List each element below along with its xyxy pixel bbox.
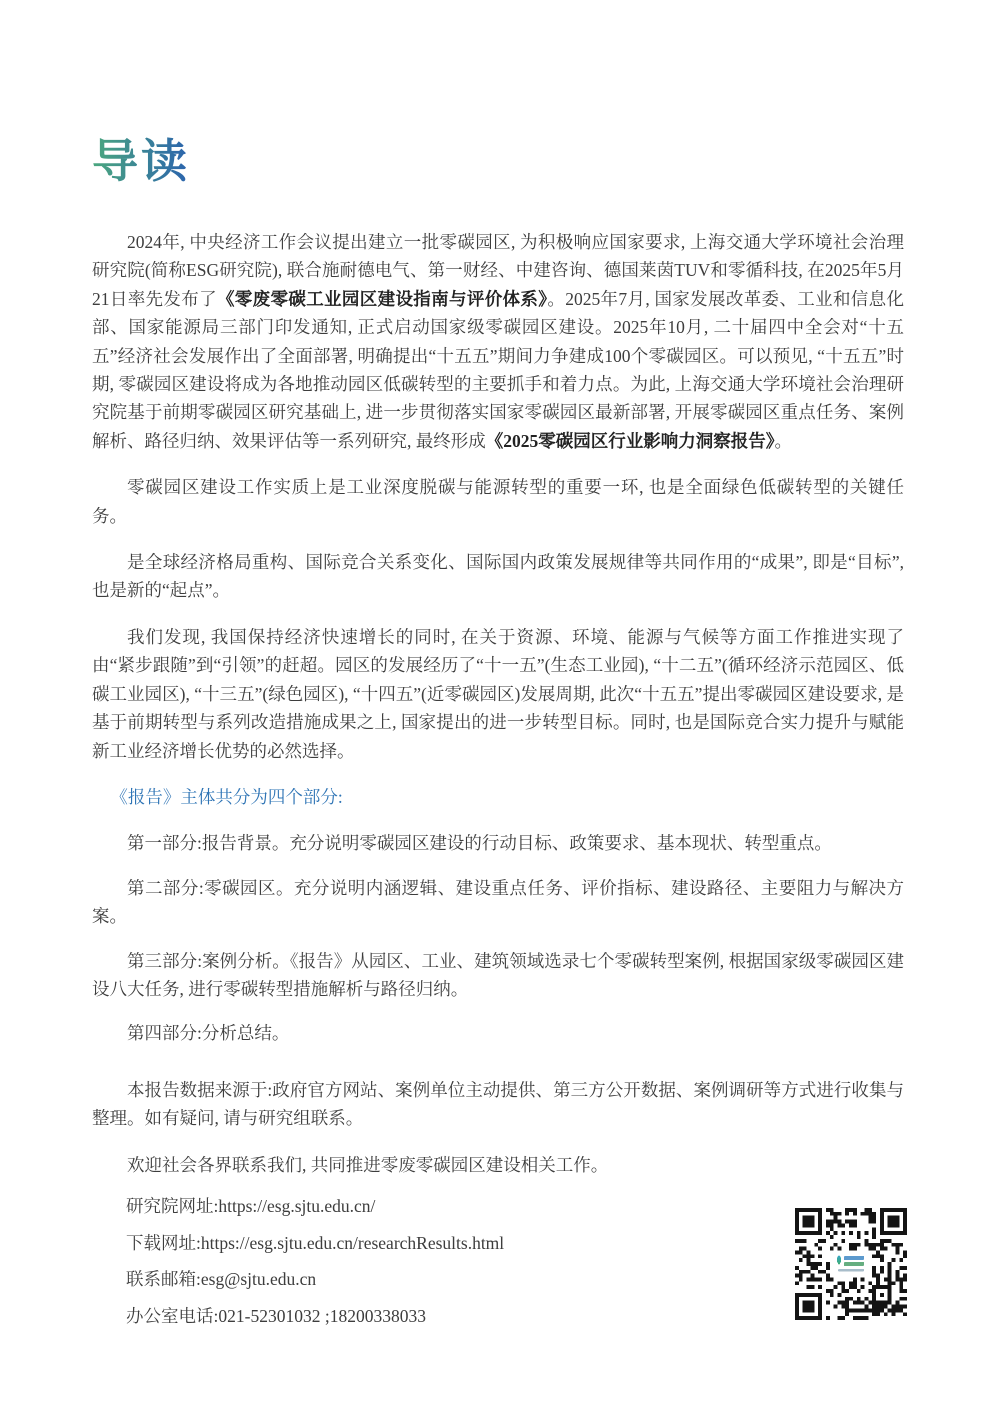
contact-label: 研究院网址: (126, 1196, 219, 1216)
contact-download-line (92, 1225, 752, 1262)
intro-paragraph-3: 是全球经济格局重构、国际竞合关系变化、国际国内政策发展规律等共同作用的“成果”, 即是“目标”, 也是新的“起点”。 (92, 552, 904, 601)
contact-block (92, 1188, 752, 1334)
contact-label: 联系邮箱: (126, 1269, 201, 1290)
intro-paragraph-2: 零碳园区建设工作实质上是工业深度脱碳与能源转型的重要一环, 也是全面绿色低碳转型的关键任务。 (92, 477, 904, 526)
main-content (92, 228, 904, 1197)
intro-paragraph-1 (92, 228, 904, 455)
report-part-4: 第四部分:分析总结。 (127, 1023, 290, 1044)
report-parts-heading: 《报告》主体共分为四个部分: (110, 786, 343, 807)
paragraph-text: 。2025年7月, 国家发展改革委、工业和信息化部、国家能源局三部门印发通知, 正式启动国家级零碳园区建设。2025年10月, 二十届四中全会对“十五五”经济社会发展作出了全面部署, 明确提出“十五五”期间力争建成100个零碳园区。可以预见, “十五五”时期, 零碳园区建设将成为各地推动园区低碳转型的主要抓手和着力点。为此, 上海交通大学环境社会治理研究院基于前期零碳园区研究基础上, 进一步贯彻落实国家零碳园区最新部署, 开展零碳园区重点任务、案例解析、路径归纳、效果评估等一系列研究, 最终形成 (92, 288, 905, 451)
page-title: 导读 (92, 136, 190, 187)
book-title-report: 《2025零碳园区行业影响力洞察报告》 (485, 430, 775, 451)
paragraph-text: 2024年, 中央经济工作会议提出建立一批零碳园区, 为积极响应国家要求, 上海交通大学环境社会治理研究院(简称ESG研究院), 联合施耐德电气、第一财经、中建咨询、德国莱茵TUV和零循科技, 在2025年5月21日率先发布了 (92, 232, 904, 309)
report-part-3: 第三部分:案例分析。《报告》从园区、工业、建筑领域选录七个零碳转型案例, 根据国家级零碳园区建设八大任务, 进行零碳转型措施解析与路径归纳。 (92, 950, 904, 999)
leaf-icon (837, 1255, 842, 1265)
welcome-paragraph: 欢迎社会各界联系我们, 共同推进零废零碳园区建设相关工作。 (127, 1154, 609, 1175)
contact-label: 办公室电话: (126, 1305, 219, 1326)
contact-email-line (92, 1261, 752, 1298)
paragraph-text: 。 (774, 430, 792, 451)
contact-phone-line (92, 1298, 752, 1335)
book-title-guideline: 《零废零碳工业园区建设指南与评价体系》 (216, 288, 548, 309)
institute-url-link[interactable]: https://esg.sjtu.edu.cn/ (218, 1196, 376, 1216)
data-source-paragraph: 本报告数据来源于:政府官方网站、案例单位主动提供、第三方公开数据、案例调研等方式进行收集与整理。如有疑问, 请与研究组联系。 (92, 1079, 904, 1129)
report-part-1: 第一部分:报告背景。充分说明零碳园区建设的行动目标、政策要求、基本现状、转型重点。 (127, 833, 832, 854)
contact-website-line (92, 1188, 752, 1225)
intro-paragraph-4: 我们发现, 我国保持经济快速增长的同时, 在关于资源、环境、能源与气候等方面工作推进实现了由“紧步跟随”到“引领”的赶超。园区的发展经历了“十一五”(生态工业园), “十二五”(循环经济示范园区、低碳工业园区), “十三五”(绿色园区), “十四五”(近零碳园区)发展周期, 此次“十五五”提出零碳园区建设要求, 是基于前期转型与系列改造措施成果之上, 国家提出的进一步转型目标。同时, 也是国际竞合实力提升与赋能新工业经济增长优势的必然选择。 (92, 626, 904, 761)
phone-numbers: 021-52301032 ;18200338033 (218, 1305, 426, 1326)
qr-code (795, 1208, 907, 1320)
download-url-link[interactable]: https://esg.sjtu.edu.cn/researchResults.html (200, 1232, 505, 1253)
report-part-2: 第二部分:零碳园区。充分说明内涵逻辑、建设重点任务、评价指标、建设路径、主要阻力与解决方案。 (92, 877, 904, 927)
email-link[interactable]: esg@sjtu.edu.cn (200, 1269, 317, 1290)
qr-center-logo (831, 1251, 871, 1277)
contact-label: 下载网址: (126, 1232, 201, 1253)
